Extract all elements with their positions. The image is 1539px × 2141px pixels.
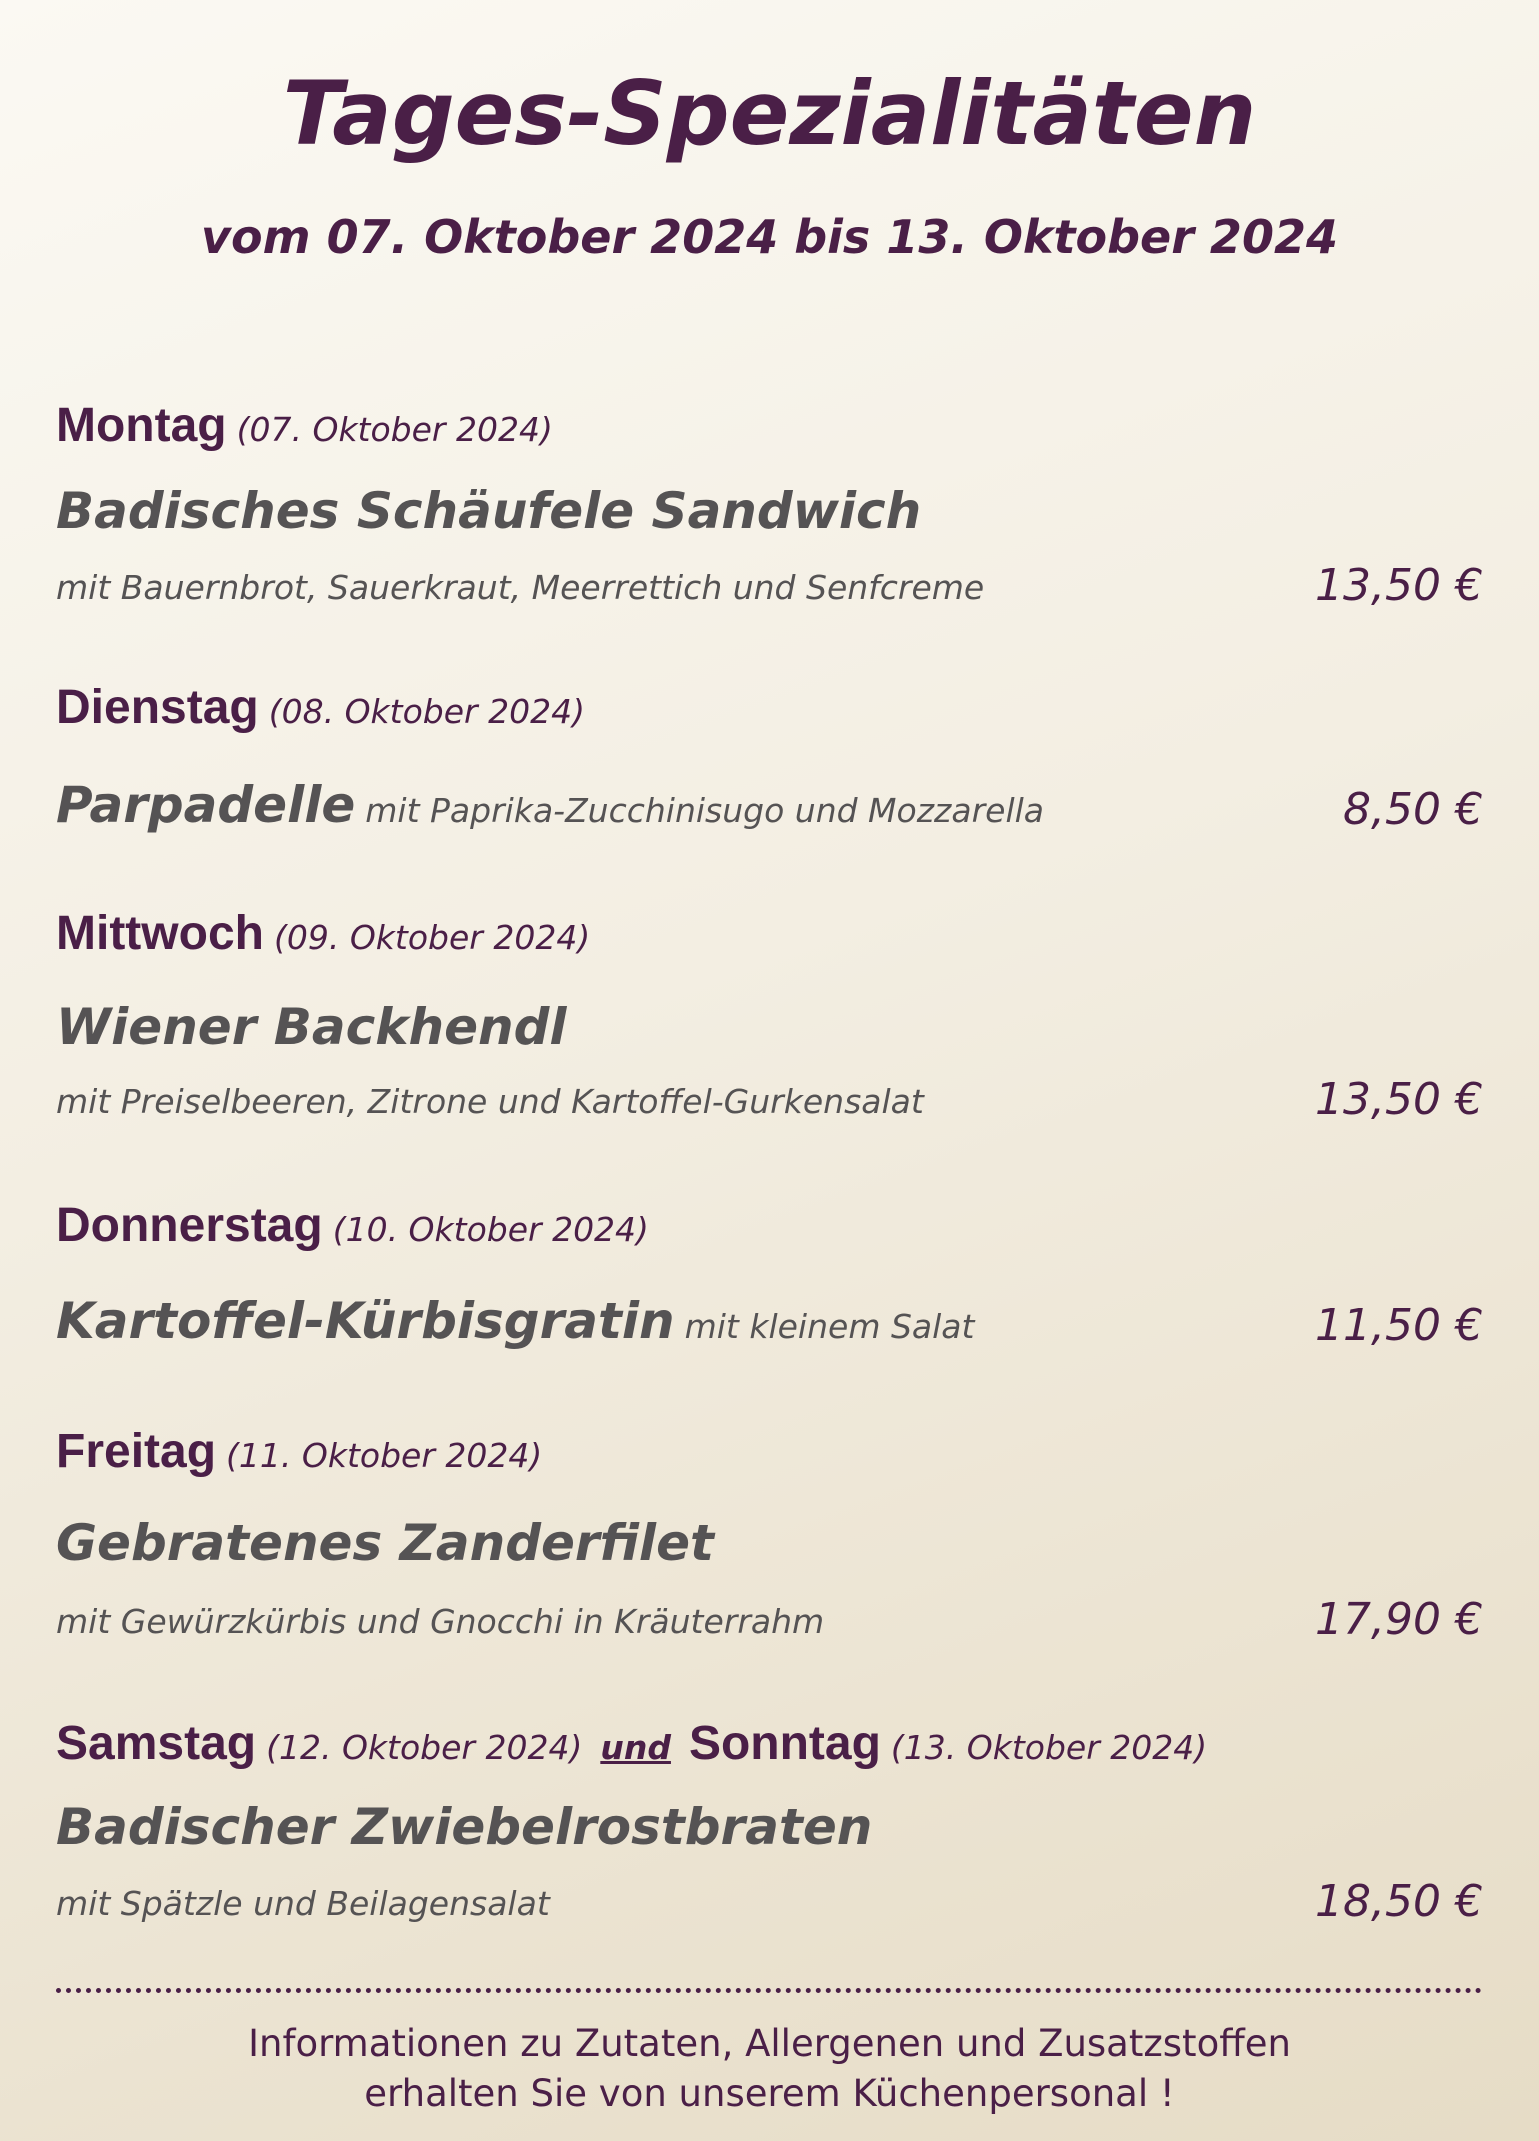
day-name: Donnerstag bbox=[56, 1199, 323, 1252]
day-heading-montag bbox=[56, 398, 553, 453]
dish-description: mit Spätzle und Beilagensalat bbox=[56, 1884, 550, 1923]
day-heading-mittwoch bbox=[56, 906, 590, 961]
footer-line-2: erhalten Sie von unserem Küchenpersonal ! bbox=[364, 2072, 1175, 2115]
day-heading-donnerstag bbox=[56, 1198, 649, 1253]
day-heading-freitag bbox=[56, 1424, 542, 1479]
dish-title-with-description bbox=[56, 776, 1044, 834]
day-name: Montag bbox=[56, 399, 227, 452]
footer-line-1: Informationen zu Zutaten, Allergenen und Zusatzstoffen bbox=[248, 2022, 1291, 2065]
dish-title: Wiener Backhendl bbox=[56, 998, 567, 1056]
day-date: (07. Oktober 2024) bbox=[236, 410, 553, 449]
dish-name: Parpadelle bbox=[56, 776, 356, 834]
day-name: Freitag bbox=[56, 1425, 217, 1478]
dish-description: mit Bauernbrot, Sauerkraut, Meerrettich und Senfcreme bbox=[56, 568, 985, 607]
day-heading-weekend bbox=[56, 1716, 1207, 1771]
day-date: (11. Oktober 2024) bbox=[226, 1436, 543, 1475]
dish-title: Badischer Zwiebelrostbraten bbox=[56, 1798, 873, 1856]
dish-name: Kartoffel-Kürbisgratin bbox=[56, 1292, 675, 1350]
dish-description: mit kleinem Salat bbox=[684, 1307, 975, 1346]
day-name: Dienstag bbox=[56, 681, 259, 734]
dish-description: mit Gewürzkürbis und Gnocchi in Kräuterrahm bbox=[56, 1602, 825, 1641]
dish-title: Gebratenes Zanderfilet bbox=[56, 1514, 714, 1572]
connector-und: und bbox=[600, 1728, 671, 1767]
dish-price: 8,50 € bbox=[1343, 784, 1483, 835]
dotted-divider bbox=[56, 1988, 1482, 1993]
page-title: Tages-Spezialitäten bbox=[282, 62, 1257, 165]
dish-price: 17,90 € bbox=[1315, 1594, 1483, 1645]
day-date: (09. Oktober 2024) bbox=[273, 918, 591, 957]
dish-description: mit Preiselbeeren, Zitrone und Kartoffel-Gurkensalat bbox=[56, 1082, 924, 1121]
day-name: Mittwoch bbox=[56, 907, 264, 960]
day-date: (08. Oktober 2024) bbox=[268, 692, 585, 731]
day-heading-dienstag bbox=[56, 680, 585, 735]
dish-title: Badisches Schäufele Sandwich bbox=[56, 482, 922, 540]
dish-price: 11,50 € bbox=[1315, 1300, 1483, 1351]
day-name: Sonntag bbox=[688, 1717, 881, 1770]
dish-price: 13,50 € bbox=[1315, 560, 1483, 611]
dish-price: 18,50 € bbox=[1315, 1876, 1483, 1927]
dish-description: mit Paprika-Zucchinisugo und Mozzarella bbox=[365, 791, 1045, 830]
dish-price: 13,50 € bbox=[1315, 1074, 1483, 1125]
day-date: (13. Oktober 2024) bbox=[890, 1728, 1208, 1767]
dish-title-with-description bbox=[56, 1292, 974, 1350]
date-range-subtitle: vom 07. Oktober 2024 bis 13. Oktober 2024 bbox=[201, 210, 1338, 264]
day-name: Samstag bbox=[56, 1717, 257, 1770]
day-date: (10. Oktober 2024) bbox=[332, 1210, 649, 1249]
day-date: (12. Oktober 2024) bbox=[266, 1728, 583, 1767]
